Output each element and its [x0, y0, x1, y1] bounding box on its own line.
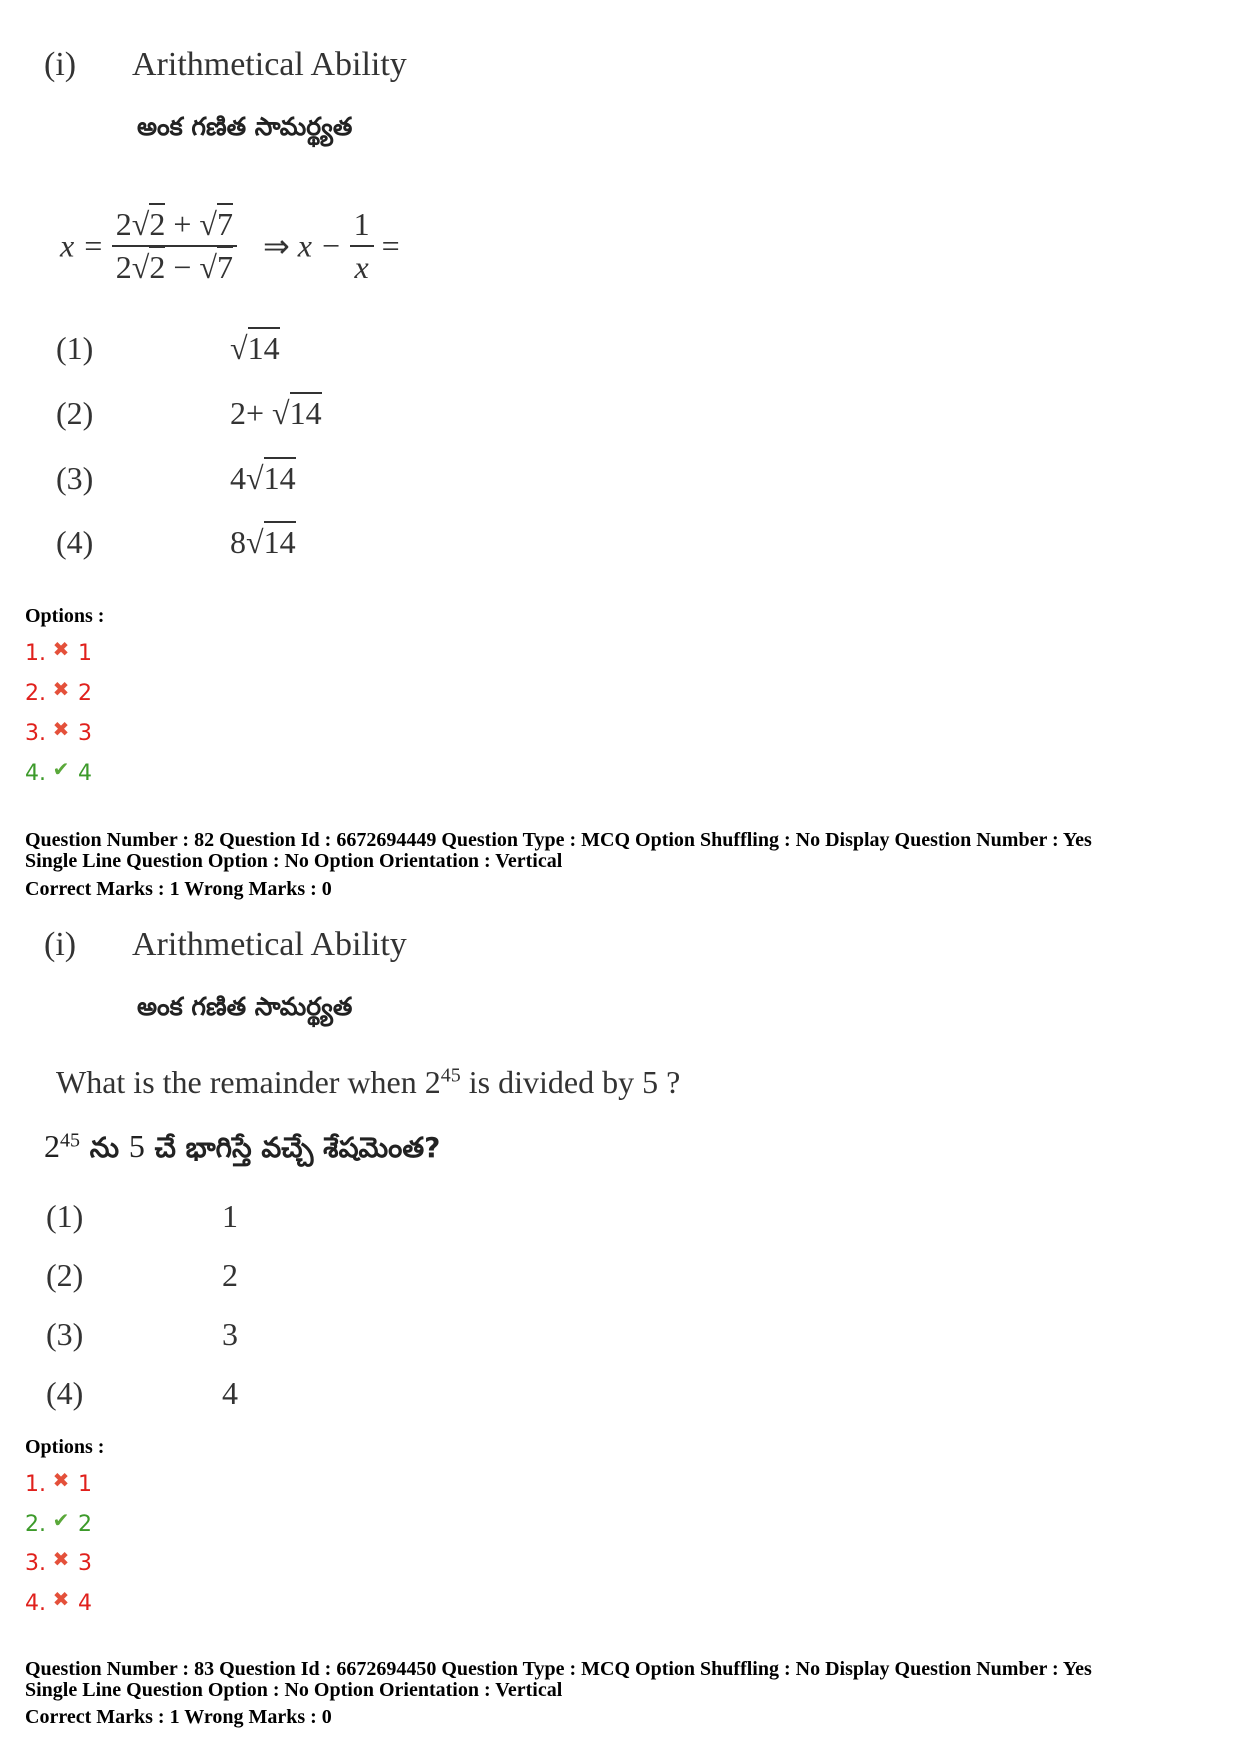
denominator-coefficient: 2	[115, 249, 132, 285]
option-value: 2	[78, 681, 92, 706]
option-value: 3	[78, 1551, 92, 1576]
choice-value: 8√14	[230, 524, 296, 561]
fraction-denominator: 2√2 − √7	[112, 247, 237, 286]
option-index: 4.	[25, 761, 46, 786]
cross-icon: ✖	[52, 1547, 70, 1571]
option-index: 3.	[25, 721, 46, 746]
section-title-telugu: అంక గణిత సామర్థ్యత	[137, 112, 353, 141]
option-value: 3	[78, 721, 92, 746]
option-index: 2.	[25, 1512, 46, 1537]
fraction-numerator: 2√2 + √7	[112, 206, 237, 247]
option-index: 3.	[25, 1551, 46, 1576]
answer-option-correct	[25, 757, 92, 786]
equation-lhs: x =	[60, 227, 104, 264]
denominator-radicand-1: 2	[149, 246, 165, 285]
equation-rhs-fraction	[350, 206, 374, 286]
rhs-numerator: 1	[350, 206, 374, 247]
choice-number: (2)	[46, 1257, 84, 1293]
option-index: 2.	[25, 681, 46, 706]
equation-fraction	[112, 206, 237, 286]
meta-line-3: Correct Marks : 1 Wrong Marks : 0	[25, 1706, 332, 1728]
meta-line-1: Question Number : 82 Question Id : 6672694449 Question Type : MCQ Option Shuffling : No Display Question Number : Yes	[25, 829, 1092, 851]
section-title: Arithmetical Ability	[132, 46, 407, 83]
meta-line-2: Single Line Question Option : No Option Orientation : Vertical	[25, 850, 563, 872]
question-te-divisor: 5	[128, 1128, 145, 1164]
choice-value: 2	[222, 1257, 238, 1293]
meta-line-1: Question Number : 83 Question Id : 6672694450 Question Type : MCQ Option Shuffling : No Display Question Number : Yes	[25, 1658, 1092, 1680]
numerator-radicand-2: 7	[217, 203, 233, 242]
cross-icon: ✖	[52, 717, 70, 741]
option-index: 1.	[25, 1472, 46, 1497]
numerator-radicand-1: 2	[149, 203, 165, 242]
option-index: 1.	[25, 641, 46, 666]
option-value: 1	[78, 1472, 92, 1497]
choice-value: 3	[222, 1316, 238, 1352]
question-exponent: 45	[440, 1064, 461, 1087]
options-label: Options :	[25, 605, 105, 627]
choice-value: 4√14	[230, 460, 296, 497]
answer-option	[25, 637, 92, 666]
meta-line-3: Correct Marks : 1 Wrong Marks : 0	[25, 878, 332, 900]
answer-option	[25, 677, 92, 706]
choice-number: (4)	[56, 524, 94, 560]
section-number: (i)	[44, 46, 77, 83]
denominator-operator: −	[173, 249, 192, 285]
choice-value: √14	[230, 330, 280, 367]
options-label: Options :	[25, 1436, 105, 1458]
denominator-radicand-2: 7	[217, 246, 233, 285]
choice-number: (4)	[46, 1375, 84, 1411]
answer-option-correct	[25, 1508, 92, 1537]
cross-icon: ✖	[52, 677, 70, 701]
checkmark-icon: ✔	[52, 757, 70, 781]
rhs-denominator: x	[354, 249, 369, 285]
answer-option	[25, 1587, 92, 1616]
question-text-part: What is the remainder when 2	[56, 1064, 441, 1100]
choice-number: (1)	[56, 330, 94, 366]
question-text-part: is divided by 5 ?	[460, 1064, 681, 1100]
choice-number: (1)	[46, 1198, 84, 1234]
option-value: 2	[78, 1512, 92, 1537]
implies-symbol: ⇒	[262, 228, 290, 264]
question-te-part: ను	[80, 1131, 129, 1164]
choice-number: (3)	[46, 1316, 84, 1352]
choice-value: 1	[222, 1198, 238, 1234]
option-value: 4	[78, 1591, 92, 1616]
question-text-telugu	[44, 1128, 440, 1171]
question-te-base: 2	[44, 1128, 60, 1164]
question-te-exponent: 45	[60, 1129, 80, 1152]
option-index: 4.	[25, 1591, 46, 1616]
option-value: 1	[78, 641, 92, 666]
answer-option	[25, 717, 92, 746]
cross-icon: ✖	[52, 1587, 70, 1611]
numerator-coefficient: 2	[115, 206, 132, 242]
question-te-part: చే భాగిస్తే వచ్చే శేషమెంత?	[144, 1131, 441, 1164]
choice-value: 2+ √14	[230, 395, 322, 432]
equation-rhs-x: x −	[297, 227, 342, 264]
cross-icon: ✖	[52, 637, 70, 661]
section-title: Arithmetical Ability	[132, 926, 407, 963]
cross-icon: ✖	[52, 1468, 70, 1492]
choice-value: 4	[222, 1375, 238, 1411]
equation-rhs-equals: =	[381, 227, 400, 264]
equation	[60, 206, 400, 286]
checkmark-icon: ✔	[52, 1508, 70, 1532]
answer-option	[25, 1468, 92, 1497]
choice-number: (2)	[56, 395, 94, 431]
meta-line-2: Single Line Question Option : No Option Orientation : Vertical	[25, 1679, 563, 1701]
question-text-english	[56, 1064, 680, 1101]
choice-number: (3)	[56, 460, 94, 496]
numerator-operator: +	[173, 206, 192, 242]
answer-option	[25, 1547, 92, 1576]
section-title-telugu: అంక గణిత సామర్థ్యత	[137, 992, 353, 1021]
section-number: (i)	[44, 926, 77, 963]
option-value: 4	[78, 761, 92, 786]
